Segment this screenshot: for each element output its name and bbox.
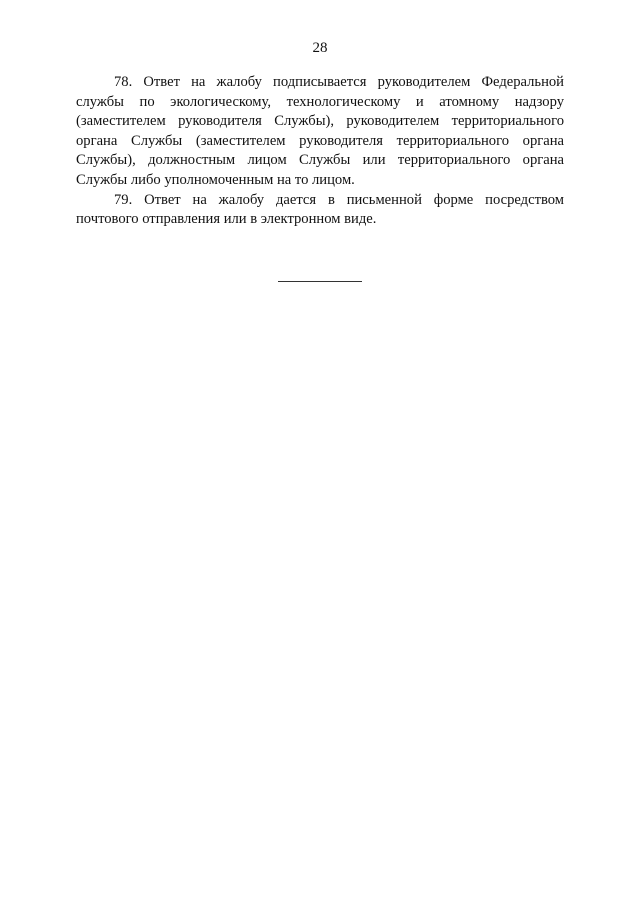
page-number: 28 [312,40,328,56]
end-of-document-rule [278,281,362,282]
paragraph-79: 79. Ответ на жалобу дается в письменной форме посредством почтового отправления или в электронном виде. [76,191,564,228]
paragraph-78: 78. Ответ на жалобу подписывается руководителем Федеральной службы по экологическому, технологическому и атомному надзору (заместителем руководителя Службы), руководителем территориального органа Службы (заместителем руководителя территориального органа Службы), должностным лицом Службы или территориального органа Службы либо уполномоченным на то лицом. [76,74,564,188]
document-body [76,73,564,230]
